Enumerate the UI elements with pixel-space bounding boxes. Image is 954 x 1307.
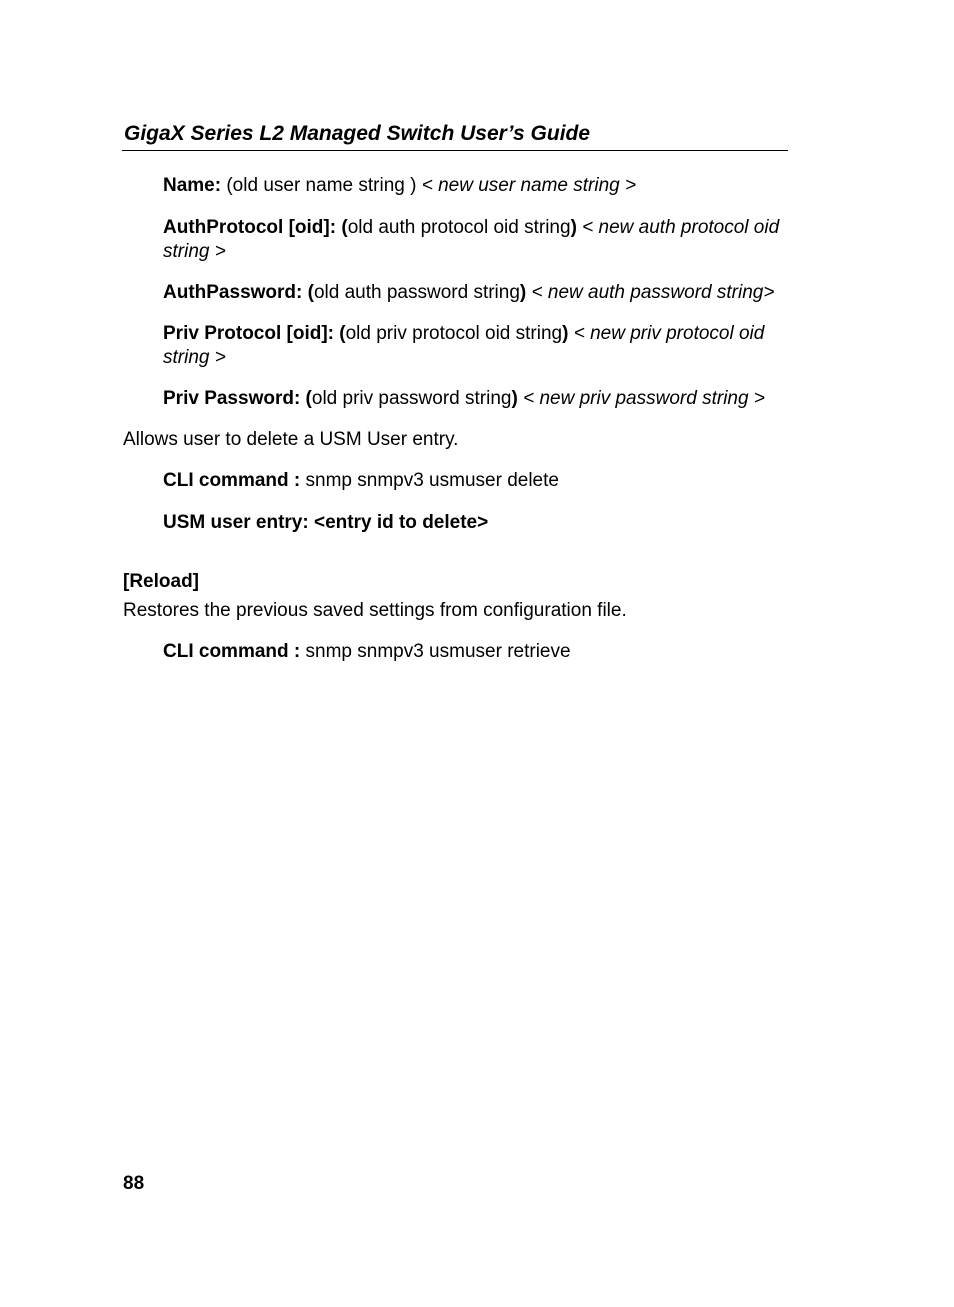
delete-cli-line — [163, 469, 559, 493]
delete-cli-label: CLI command : — [163, 470, 306, 491]
field-priv-protocol-new-cont: string > — [163, 347, 226, 368]
field-priv-protocol-old: old priv protocol oid string — [345, 323, 563, 344]
field-name-new: < new user name string > — [421, 175, 637, 196]
field-auth-password-line — [163, 281, 774, 305]
header-title: GigaX Series L2 Managed Switch User’s Guide — [124, 122, 591, 145]
reload-cli-label: CLI command : — [163, 641, 306, 662]
reload-cli-line — [163, 640, 571, 664]
field-auth-protocol-close: ) — [570, 217, 577, 238]
field-name-label: Name: — [163, 175, 222, 196]
reload-cli-value: snmp snmpv3 usmuser retrieve — [305, 641, 571, 662]
field-priv-protocol-close: ) — [562, 323, 569, 344]
field-priv-password-old: old priv password string — [311, 388, 512, 409]
field-priv-protocol-line — [163, 322, 764, 346]
field-auth-protocol-new-cont: string > — [163, 241, 226, 262]
page-header — [122, 122, 788, 151]
field-priv-password-line — [163, 387, 765, 411]
reload-description: Restores the previous saved settings from configuration file. — [123, 600, 627, 621]
field-name-old: (old user name string ) — [221, 175, 422, 196]
field-priv-password-new: < new priv password string > — [517, 388, 765, 409]
delete-entry-prompt: USM user entry: <entry id to delete> — [163, 512, 489, 533]
field-auth-password-close: ) — [519, 282, 527, 303]
field-priv-protocol-label: Priv Protocol [oid]: ( — [163, 323, 346, 344]
delete-description: Allows user to delete a USM User entry. — [123, 429, 459, 450]
field-auth-password-new: < new auth password string> — [526, 282, 775, 303]
field-priv-protocol-new: < new priv protocol oid — [568, 323, 765, 344]
field-auth-protocol-new: < new auth protocol oid — [576, 217, 780, 238]
reload-heading: [Reload] — [123, 571, 199, 592]
field-auth-password-label: AuthPassword: ( — [163, 282, 314, 303]
page-number: 88 — [123, 1173, 145, 1194]
field-priv-password-close: ) — [511, 388, 518, 409]
field-auth-protocol-line — [163, 216, 779, 240]
field-auth-protocol-old: old auth protocol oid string — [347, 217, 571, 238]
field-auth-password-old: old auth password string — [313, 282, 520, 303]
field-name-line — [163, 174, 636, 198]
field-auth-protocol-label: AuthProtocol [oid]: ( — [163, 217, 348, 238]
delete-cli-value: snmp snmpv3 usmuser delete — [305, 470, 559, 491]
field-priv-password-label: Priv Password: ( — [163, 388, 312, 409]
